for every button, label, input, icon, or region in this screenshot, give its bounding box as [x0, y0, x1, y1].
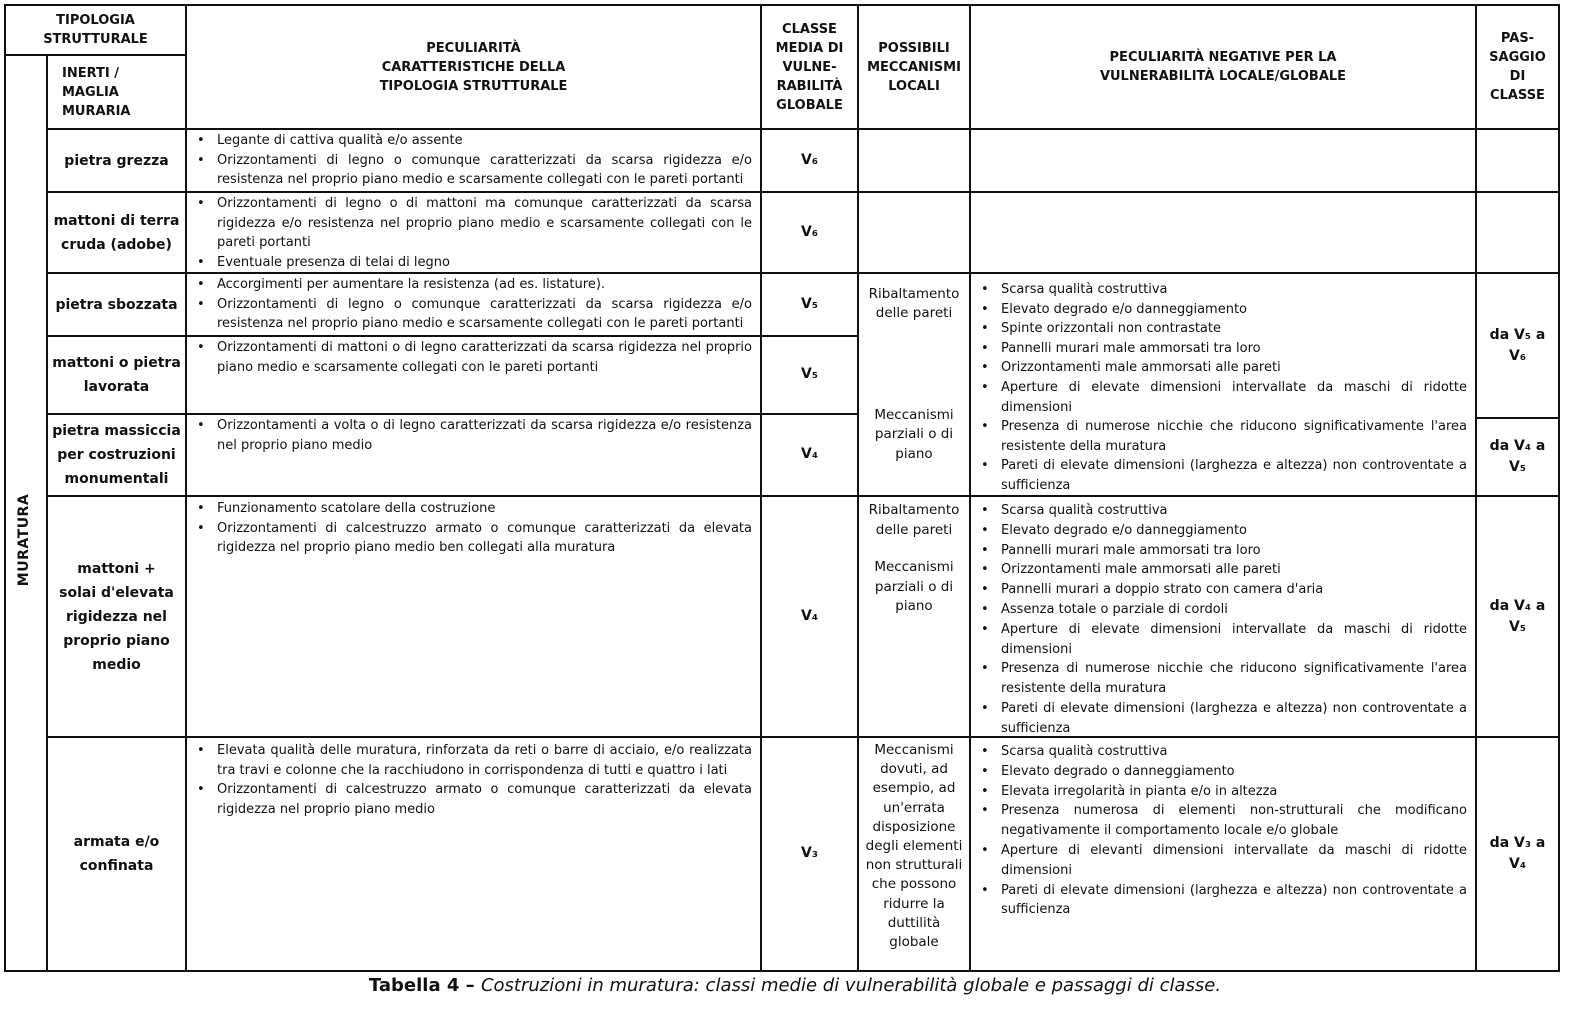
row-class	[760, 272, 859, 337]
negative-item: • Scarsa qualità costruttiva	[1001, 501, 1467, 521]
mechanism-text: Ribaltamento delle pareti	[868, 502, 960, 538]
negative-item: • Scarsa qualità costruttiva	[1001, 742, 1467, 762]
row-class	[760, 191, 859, 274]
passage-cell	[1475, 495, 1560, 738]
passage-value: da V₄ a V₅	[1489, 438, 1546, 475]
negative-item: • Pareti di elevate dimensioni (larghezza e altezza) non controventate a sufficienza	[1001, 881, 1467, 921]
header-negative	[969, 4, 1477, 130]
negative-item: • Pannelli murari male ammorsati tra loro	[1001, 339, 1467, 359]
row-class-value: V₅	[801, 366, 818, 383]
row-features	[185, 736, 762, 972]
passage-cell	[1475, 736, 1560, 972]
row-features	[185, 272, 762, 337]
header-peculiarita	[185, 4, 762, 130]
mechanisms-group-a	[857, 272, 971, 497]
row-name-label: armata e/o confinata	[73, 834, 160, 874]
row-class-value: V₅	[801, 295, 818, 312]
row-class-value: V₃	[801, 845, 818, 862]
header-negative-label: PECULIARITÀ NEGATIVE PER LA VULNERABILITÀ LOCALE/GLOBALE	[1099, 50, 1347, 84]
feature-item: • Legante di cattiva qualità e/o assente	[217, 131, 752, 151]
negative-item: • Presenza di numerose nicchie che riducono significativamente l'area resistente della muratura	[1001, 417, 1467, 456]
caption-text: Costruzioni in muratura: classi medie di vulnerabilità globale e passaggi di classe.	[480, 975, 1222, 996]
header-tipologia	[4, 4, 187, 56]
row-features	[185, 413, 762, 497]
negative-item: • Scarsa qualità costruttiva	[1001, 280, 1467, 300]
header-meccanismi	[857, 4, 971, 130]
header-peculiarita-label: PECULIARITÀ CARATTERISTICHE DELLA TIPOLOGIA STRUTTURALE	[379, 40, 568, 94]
mechanism-text: Ribaltamento delle pareti	[868, 285, 960, 322]
side-muratura-label: MURATURA	[16, 493, 32, 587]
feature-item: • Orizzontamenti di legno o comunque caratterizzati da scarsa rigidezza e/o resistenza nel proprio piano medio e scarsamente collegati con le pareti portanti	[217, 295, 752, 334]
mechanisms-empty	[857, 128, 971, 193]
negative-item: • Assenza totale o parziale di cordoli	[1001, 600, 1467, 620]
feature-item: • Elevata qualità delle muratura, rinforzata da reti o barre di acciaio, e/o realizzata tra travi e colonne che la racchiudono in corrispondenza di tutti e quattro i lati	[217, 741, 752, 780]
negative-item: • Pareti di elevate dimensioni (larghezza e altezza) non controventate a sufficienza	[1001, 456, 1467, 495]
row-name-label: pietra sbozzata	[55, 296, 178, 313]
negative-item: • Elevato degrado o danneggiamento	[1001, 762, 1467, 782]
caption-label: Tabella 4 –	[368, 975, 481, 996]
negative-item: • Pannelli murari male ammorsati tra loro	[1001, 541, 1467, 561]
row-name-label: pietra grezza	[64, 152, 169, 169]
negative-item: • Pannelli murari a doppio strato con camera d'aria	[1001, 580, 1467, 600]
negatives-group-a	[969, 272, 1477, 497]
passage-cell	[1475, 272, 1560, 419]
feature-item: • Eventuale presenza di telai di legno	[217, 253, 752, 273]
header-classe-label: CLASSE MEDIA DI VULNE-RABILITÀ GLOBALE	[775, 21, 844, 113]
feature-item: • Funzionamento scatolare della costruzione	[217, 499, 752, 519]
row-class	[760, 413, 859, 497]
feature-item: • Orizzontamenti di legno o comunque caratterizzati da scarsa rigidezza e/o resistenza nel proprio piano medio e scarsamente collegati con le pareti portanti	[217, 151, 752, 190]
row-class	[760, 128, 859, 193]
header-passaggio-label: PAS-SAGGIO DI CLASSE	[1489, 31, 1546, 103]
negative-item: • Pareti di elevate dimensioni (larghezza e altezza) non controventate a sufficienza	[1001, 699, 1467, 738]
feature-item: • Accorgimenti per aumentare la resistenza (ad es. listature).	[217, 275, 752, 295]
side-muratura	[12, 460, 36, 620]
row-features	[185, 191, 762, 274]
row-class	[760, 495, 859, 738]
header-inerti	[46, 54, 187, 130]
passage-value: da V₅ a V₆	[1489, 326, 1546, 364]
negative-item: • Presenza di numerose nicchie che riducono significativamente l'area resistente della muratura	[1001, 659, 1467, 699]
row-class	[760, 335, 859, 415]
header-tipologia-label: TIPOLOGIA STRUTTURALE	[43, 13, 148, 47]
passage-value: da V₄ a V₅	[1489, 597, 1546, 635]
mechanisms-empty	[857, 191, 971, 274]
row-name	[46, 335, 187, 415]
row-name	[46, 495, 187, 738]
negative-item: • Aperture di elevanti dimensioni intervallate da maschi di ridotte dimensioni	[1001, 841, 1467, 881]
row-name-label: pietra massiccia per costruzioni monumentali	[52, 423, 181, 487]
negatives-empty	[969, 191, 1477, 274]
negatives-empty	[969, 128, 1477, 193]
row-name	[46, 413, 187, 497]
feature-item: • Orizzontamenti a volta o di legno caratterizzati da scarsa rigidezza e/o resistenza nel proprio piano medio	[217, 416, 752, 455]
negative-item: • Elevato degrado e/o danneggiamento	[1001, 300, 1467, 320]
row-name-label: mattoni o pietra lavorata	[52, 355, 181, 395]
header-passaggio	[1475, 4, 1560, 130]
negative-item: • Spinte orizzontali non contrastate	[1001, 319, 1467, 339]
mechanism-text: Meccanismi dovuti, ad esempio, ad un'errata disposizione degli elementi non strutturali che possono ridurre la duttilità globale	[865, 742, 963, 951]
mechanism-text: Meccanismi parziali o di piano	[874, 559, 954, 614]
negative-item: • Orizzontamenti male ammorsati alle pareti	[1001, 560, 1467, 580]
passage-empty	[1475, 191, 1560, 274]
feature-item: • Orizzontamenti di calcestruzzo armato o comunque caratterizzati da elevata rigidezza nel proprio piano medio ben collegati alla muratura	[217, 519, 752, 558]
feature-item: • Orizzontamenti di calcestruzzo armato o comunque caratterizzati da elevata rigidezza nel proprio piano medio	[217, 780, 752, 819]
row-name	[46, 128, 187, 193]
row-name	[46, 191, 187, 274]
row-class	[760, 736, 859, 972]
header-meccanismi-label: POSSIBILI MECCANISMI LOCALI	[867, 40, 961, 94]
row-features	[185, 128, 762, 193]
row-name-label: mattoni di terra cruda (adobe)	[53, 212, 180, 253]
mechanisms-group-c	[857, 736, 971, 972]
negative-item: • Orizzontamenti male ammorsati alle pareti	[1001, 358, 1467, 378]
row-name	[46, 736, 187, 972]
passage-empty	[1475, 128, 1560, 193]
mechanisms-group-b	[857, 495, 971, 738]
negatives-group-c	[969, 736, 1477, 972]
negative-item: • Elevata irregolarità in pianta e/o in altezza	[1001, 782, 1467, 802]
negative-item: • Aperture di elevate dimensioni intervallate da maschi di ridotte dimensioni	[1001, 620, 1467, 660]
header-classe	[760, 4, 859, 130]
header-inerti-label: INERTI / MAGLIA MURARIA	[62, 65, 131, 119]
row-features	[185, 335, 762, 415]
negative-item: • Elevato degrado e/o danneggiamento	[1001, 521, 1467, 541]
negatives-group-b	[969, 495, 1477, 738]
row-class-value: V₆	[801, 223, 818, 240]
row-class-value: V₆	[801, 151, 818, 168]
negative-item: • Presenza numerosa di elementi non-strutturali che modificano negativamente il comportamento locale e/o globale	[1001, 801, 1467, 841]
row-name	[46, 272, 187, 337]
mechanism-text: Meccanismi parziali o di piano	[874, 406, 954, 462]
row-features	[185, 495, 762, 738]
table-caption	[0, 975, 1590, 996]
passage-value: da V₃ a V₄	[1489, 835, 1546, 872]
negative-item: • Aperture di elevate dimensioni intervallate da maschi di ridotte dimensioni	[1001, 378, 1467, 417]
feature-item: • Orizzontamenti di mattoni o di legno caratterizzati da scarsa rigidezza nel proprio piano medio e scarsamente collegati con le pareti portanti	[217, 338, 752, 377]
feature-item: • Orizzontamenti di legno o di mattoni ma comunque caratterizzati da scarsa rigidezza e/o resistenza nel proprio piano medio e scarsamente collegati con le pareti portanti	[217, 194, 752, 253]
row-name-label: mattoni + solai d'elevata rigidezza nel proprio piano medio	[59, 560, 174, 673]
row-class-value: V₄	[801, 607, 818, 624]
row-class-value: V₄	[801, 446, 818, 463]
passage-cell	[1475, 417, 1560, 497]
